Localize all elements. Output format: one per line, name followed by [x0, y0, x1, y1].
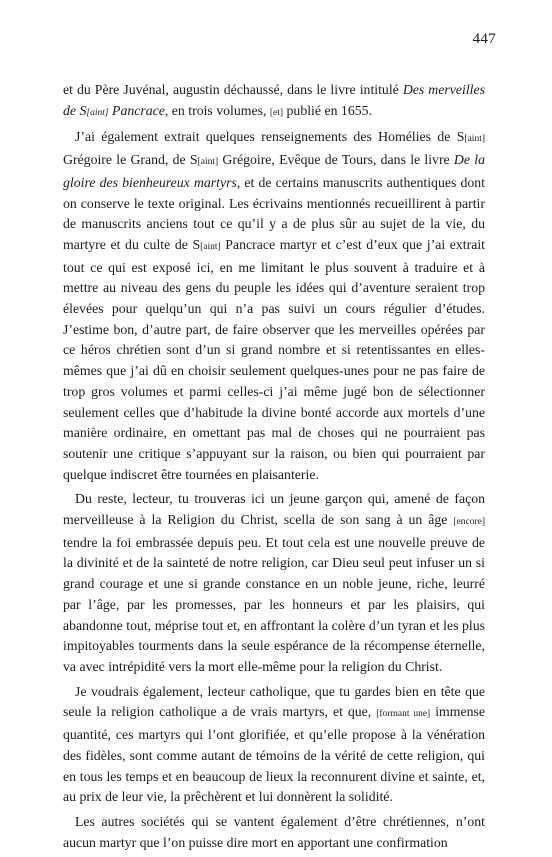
italic-title: De la gloire des bienheureux martyrs — [63, 152, 485, 190]
editorial-insertion: [aint] — [197, 157, 219, 168]
editorial-insertion: [aint] — [86, 107, 109, 118]
text-run: publié en 1655. — [283, 102, 372, 118]
text-run: J’ai également extrait quelques renseignements des Homélies de S — [75, 129, 465, 145]
text-run: Du reste, lecteur, tu trouveras ici un jeune garçon qui, amené de façon merveilleuse à la Religion du Christ, scella de son sang à un âge — [63, 491, 485, 528]
text-run: Pancrace martyr et c’est d’eux que j’ai extrait tout ce qui est exposé ici, en me limitant le plus souvent à traduire et à mettre au niveau des gens du peuple les idées qui d’aventure seraient trop élevées pour quelqu’un qui n’a pas suivi un cours régulier d’études. J’estime bon, d’autre part, de faire observer que les merveilles opérées par ce héros chrétien sont d’un si grand nombre et si retentissantes en elles-mêmes que j’ai dû en choisir seulement quelques-unes pour ne pas faire de trop gros volumes et parmi celles-ci j’ai même jugé bon de sélectionner seulement celles que d’habitude la divine bonté accorde aux mortels d’une manière ordinaire, en omettant pas mal de choses qui ne pourraient pas soutenir une critique s’appuyant sur la raison, ou bien qui pourraient par quelque indiscret être tournées en plaisanterie. — [63, 236, 485, 482]
text-run: Les autres sociétés qui se vantent également d’être chrétiennes, n’ont aucun martyr que l’on puisse dire mort en apportant une confirmation — [63, 813, 485, 850]
paragraph — [63, 80, 485, 123]
paragraph — [63, 127, 485, 485]
text-run: Grégoire, Evêque de Tours, dans le livre — [218, 152, 454, 168]
text-run: et du Père Juvénal, augustin déchaussé, dans le livre intitulé — [63, 82, 403, 97]
editorial-insertion: [encore] — [453, 517, 485, 528]
page-number: 447 — [472, 31, 496, 47]
text-run: , et de certains manuscrits authentiques dont on conserve le texte original. Les écrivains mentionnés recueillirent à partir de manuscrits anciens tout ce qu’il y a de plus sûr au sujet de la vie, du martyre et du culte de S — [63, 174, 485, 252]
text-run: Je voudrais également, lecteur catholique, que tu gardes bien en tête que seule la religion catholique a de vrais martyrs, et que, — [63, 683, 485, 720]
text-body — [63, 80, 485, 857]
italic-title: Des merveilles de S — [63, 82, 486, 118]
text-run: immense quantité, ces martyrs qui l’ont glorifiée, et qu’elle propose à la vénération des fidèles, sont comme autant de témoins de la vérité de cette religion, qui en tous les temps et en beaucoup de lieux la reconnurent divine et sainte, et, au prix de leur vie, la prêchèrent et lui donnèrent la solidité. — [63, 704, 486, 805]
editorial-insertion: [formant une] — [376, 709, 431, 720]
paragraph — [63, 682, 485, 808]
editorial-insertion: [et] — [269, 107, 284, 118]
editorial-insertion: [aint] — [464, 134, 485, 145]
paragraph — [63, 489, 485, 677]
text-run: Grégoire le Grand, de S — [63, 152, 198, 168]
text-run: , en trois volumes, — [164, 102, 270, 118]
text-run: tendre la foi embrassée depuis peu. Et tout cela est une nouvelle preuve de la divinité et de la sainteté de notre religion, car Dieu seul peut infuser un si grand courage et une si grande constance en un noble jeune, riche, leurré par l’âge, par les promesses, par les honneurs et par les plaisirs, qui abandonne tout, méprise tout et, en affrontant la colère d’un tyran et les plus impitoyables tourments dans la seule espérance de la récompense éternelle, va avec intrépidité vers la mort elle-même pour la religion du Christ. — [63, 534, 485, 674]
italic-title: Pancrace — [108, 102, 165, 118]
editorial-insertion: [aint] — [200, 241, 221, 252]
paragraph — [63, 812, 485, 853]
